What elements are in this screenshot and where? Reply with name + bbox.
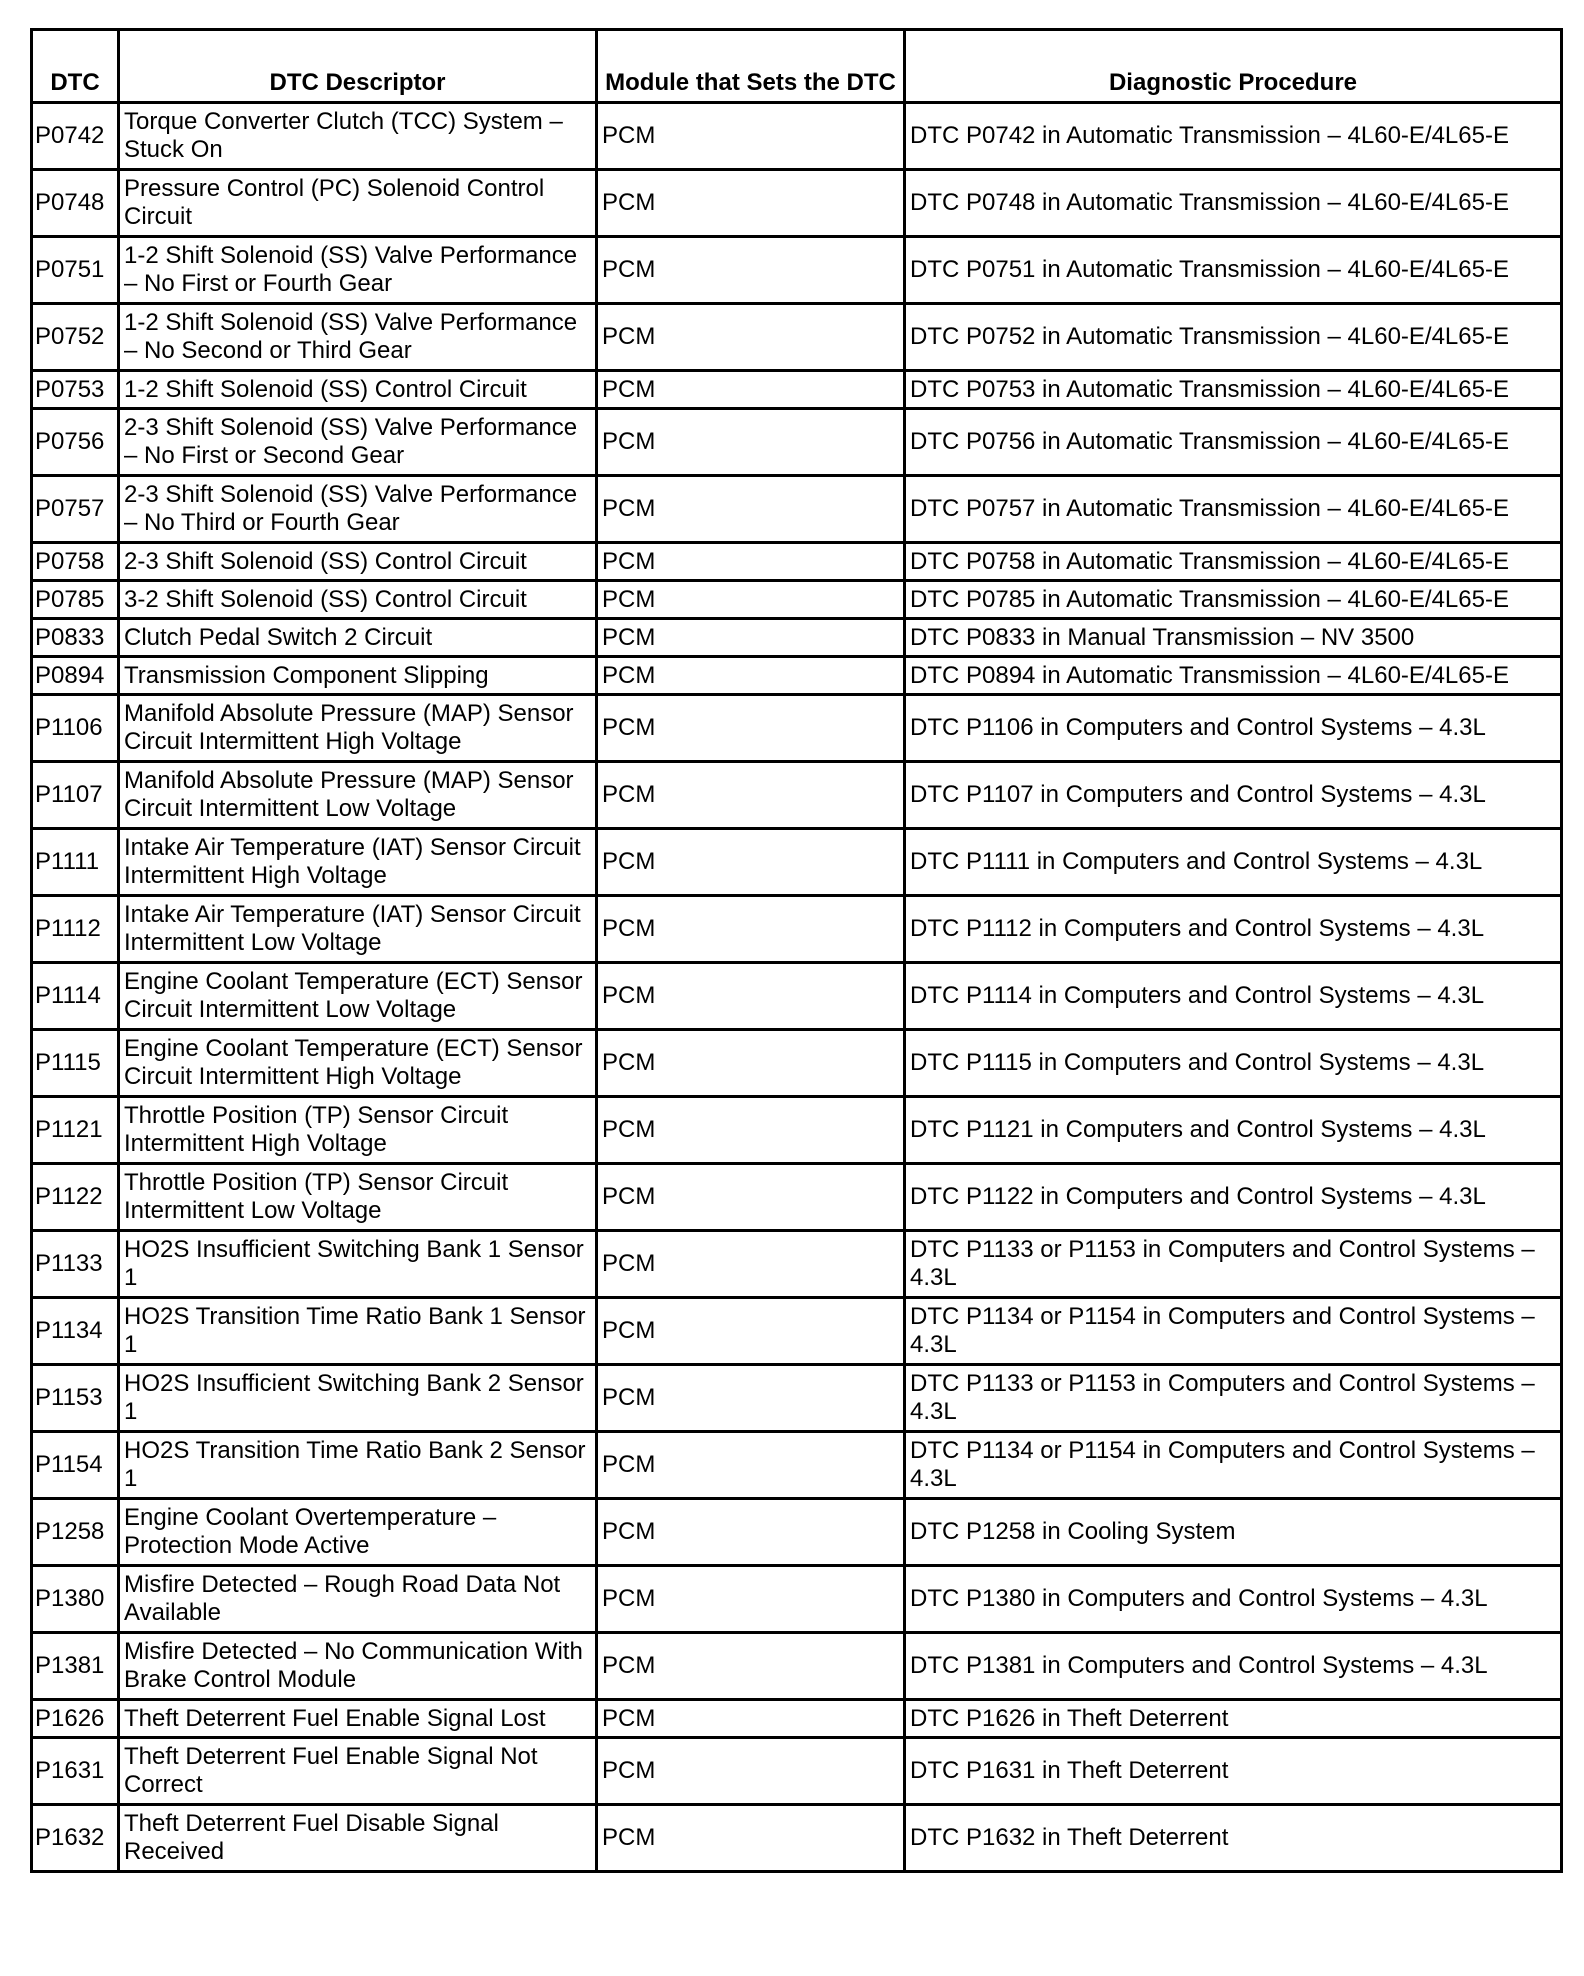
cell-dtc-code: P1626	[32, 1700, 119, 1738]
cell-dtc-code: P1381	[32, 1633, 119, 1700]
cell-module: PCM	[597, 103, 905, 170]
table-row	[32, 1633, 1562, 1700]
cell-module: PCM	[597, 543, 905, 581]
cell-diagnostic-procedure: DTC P0742 in Automatic Transmission – 4L60-E/4L65-E	[905, 103, 1562, 170]
cell-diagnostic-procedure: DTC P0757 in Automatic Transmission – 4L60-E/4L65-E	[905, 476, 1562, 543]
table-row	[32, 581, 1562, 619]
cell-dtc-descriptor: Intake Air Temperature (IAT) Sensor Circuit Intermittent Low Voltage	[119, 896, 597, 963]
cell-module: PCM	[597, 409, 905, 476]
cell-diagnostic-procedure: DTC P1107 in Computers and Control Systems – 4.3L	[905, 762, 1562, 829]
cell-dtc-descriptor: Intake Air Temperature (IAT) Sensor Circuit Intermittent High Voltage	[119, 829, 597, 896]
table-row	[32, 543, 1562, 581]
table-row	[32, 1365, 1562, 1432]
cell-dtc-descriptor: Engine Coolant Temperature (ECT) Sensor Circuit Intermittent High Voltage	[119, 1030, 597, 1097]
table-row	[32, 170, 1562, 237]
header-module: Module that Sets the DTC	[597, 30, 905, 103]
cell-dtc-descriptor: Pressure Control (PC) Solenoid Control Circuit	[119, 170, 597, 237]
cell-dtc-code: P1134	[32, 1298, 119, 1365]
table-row	[32, 1499, 1562, 1566]
cell-dtc-code: P0752	[32, 304, 119, 371]
table-row	[32, 896, 1562, 963]
cell-dtc-descriptor: Clutch Pedal Switch 2 Circuit	[119, 619, 597, 657]
cell-module: PCM	[597, 963, 905, 1030]
cell-dtc-code: P0751	[32, 237, 119, 304]
table-row	[32, 1231, 1562, 1298]
cell-dtc-code: P1114	[32, 963, 119, 1030]
cell-module: PCM	[597, 1097, 905, 1164]
cell-diagnostic-procedure: DTC P1111 in Computers and Control Systems – 4.3L	[905, 829, 1562, 896]
cell-module: PCM	[597, 896, 905, 963]
cell-module: PCM	[597, 1365, 905, 1432]
cell-module: PCM	[597, 1499, 905, 1566]
cell-diagnostic-procedure: DTC P1381 in Computers and Control Systems – 4.3L	[905, 1633, 1562, 1700]
cell-dtc-code: P0758	[32, 543, 119, 581]
cell-diagnostic-procedure: DTC P1134 or P1154 in Computers and Control Systems – 4.3L	[905, 1298, 1562, 1365]
cell-module: PCM	[597, 695, 905, 762]
cell-dtc-descriptor: Throttle Position (TP) Sensor Circuit Intermittent Low Voltage	[119, 1164, 597, 1231]
cell-dtc-descriptor: Theft Deterrent Fuel Enable Signal Not Correct	[119, 1738, 597, 1805]
table-row	[32, 963, 1562, 1030]
cell-dtc-descriptor: 2-3 Shift Solenoid (SS) Valve Performance – No First or Second Gear	[119, 409, 597, 476]
cell-dtc-code: P1115	[32, 1030, 119, 1097]
table-row	[32, 657, 1562, 695]
cell-diagnostic-procedure: DTC P1133 or P1153 in Computers and Control Systems – 4.3L	[905, 1365, 1562, 1432]
cell-module: PCM	[597, 1164, 905, 1231]
cell-dtc-code: P1121	[32, 1097, 119, 1164]
table-row	[32, 371, 1562, 409]
cell-dtc-code: P1631	[32, 1738, 119, 1805]
cell-module: PCM	[597, 170, 905, 237]
cell-module: PCM	[597, 1231, 905, 1298]
cell-dtc-code: P1153	[32, 1365, 119, 1432]
table-row	[32, 476, 1562, 543]
cell-diagnostic-procedure: DTC P0785 in Automatic Transmission – 4L60-E/4L65-E	[905, 581, 1562, 619]
cell-dtc-code: P1112	[32, 896, 119, 963]
cell-module: PCM	[597, 829, 905, 896]
cell-dtc-descriptor: 2-3 Shift Solenoid (SS) Valve Performance – No Third or Fourth Gear	[119, 476, 597, 543]
cell-dtc-descriptor: Torque Converter Clutch (TCC) System – Stuck On	[119, 103, 597, 170]
cell-dtc-descriptor: 1-2 Shift Solenoid (SS) Control Circuit	[119, 371, 597, 409]
cell-diagnostic-procedure: DTC P1134 or P1154 in Computers and Control Systems – 4.3L	[905, 1432, 1562, 1499]
cell-dtc-code: P0833	[32, 619, 119, 657]
cell-diagnostic-procedure: DTC P1106 in Computers and Control Systems – 4.3L	[905, 695, 1562, 762]
cell-dtc-code: P1106	[32, 695, 119, 762]
table-row	[32, 1738, 1562, 1805]
cell-dtc-descriptor: Engine Coolant Overtemperature – Protection Mode Active	[119, 1499, 597, 1566]
cell-module: PCM	[597, 657, 905, 695]
table-row	[32, 1805, 1562, 1872]
cell-dtc-descriptor: HO2S Transition Time Ratio Bank 2 Sensor 1	[119, 1432, 597, 1499]
cell-dtc-descriptor: Misfire Detected – No Communication With Brake Control Module	[119, 1633, 597, 1700]
cell-module: PCM	[597, 1566, 905, 1633]
cell-diagnostic-procedure: DTC P1115 in Computers and Control Systems – 4.3L	[905, 1030, 1562, 1097]
cell-module: PCM	[597, 1432, 905, 1499]
table-row	[32, 695, 1562, 762]
cell-module: PCM	[597, 1633, 905, 1700]
cell-dtc-code: P0756	[32, 409, 119, 476]
table-row	[32, 1164, 1562, 1231]
cell-diagnostic-procedure: DTC P0758 in Automatic Transmission – 4L60-E/4L65-E	[905, 543, 1562, 581]
table-row	[32, 1432, 1562, 1499]
cell-diagnostic-procedure: DTC P1380 in Computers and Control Systems – 4.3L	[905, 1566, 1562, 1633]
cell-dtc-code: P0785	[32, 581, 119, 619]
cell-dtc-code: P0894	[32, 657, 119, 695]
cell-module: PCM	[597, 1298, 905, 1365]
cell-module: PCM	[597, 476, 905, 543]
cell-dtc-code: P0742	[32, 103, 119, 170]
cell-module: PCM	[597, 1700, 905, 1738]
cell-diagnostic-procedure: DTC P1258 in Cooling System	[905, 1499, 1562, 1566]
cell-diagnostic-procedure: DTC P1122 in Computers and Control Systems – 4.3L	[905, 1164, 1562, 1231]
cell-dtc-descriptor: HO2S Insufficient Switching Bank 2 Sensor 1	[119, 1365, 597, 1432]
cell-dtc-descriptor: 3-2 Shift Solenoid (SS) Control Circuit	[119, 581, 597, 619]
table-row	[32, 829, 1562, 896]
cell-dtc-code: P0757	[32, 476, 119, 543]
cell-diagnostic-procedure: DTC P1114 in Computers and Control Systems – 4.3L	[905, 963, 1562, 1030]
cell-dtc-code: P0748	[32, 170, 119, 237]
cell-dtc-code: P1154	[32, 1432, 119, 1499]
cell-diagnostic-procedure: DTC P0756 in Automatic Transmission – 4L60-E/4L65-E	[905, 409, 1562, 476]
cell-dtc-descriptor: Manifold Absolute Pressure (MAP) Sensor Circuit Intermittent High Voltage	[119, 695, 597, 762]
table-row	[32, 1700, 1562, 1738]
cell-dtc-descriptor: Misfire Detected – Rough Road Data Not Available	[119, 1566, 597, 1633]
cell-diagnostic-procedure: DTC P0748 in Automatic Transmission – 4L60-E/4L65-E	[905, 170, 1562, 237]
cell-module: PCM	[597, 1030, 905, 1097]
cell-diagnostic-procedure: DTC P0751 in Automatic Transmission – 4L60-E/4L65-E	[905, 237, 1562, 304]
header-diagnostic-procedure: Diagnostic Procedure	[905, 30, 1562, 103]
cell-diagnostic-procedure: DTC P1133 or P1153 in Computers and Control Systems – 4.3L	[905, 1231, 1562, 1298]
cell-dtc-descriptor: 1-2 Shift Solenoid (SS) Valve Performance – No First or Fourth Gear	[119, 237, 597, 304]
cell-diagnostic-procedure: DTC P0894 in Automatic Transmission – 4L60-E/4L65-E	[905, 657, 1562, 695]
cell-dtc-code: P1380	[32, 1566, 119, 1633]
cell-dtc-descriptor: Transmission Component Slipping	[119, 657, 597, 695]
table-row	[32, 762, 1562, 829]
cell-module: PCM	[597, 304, 905, 371]
table-header-row	[32, 30, 1562, 103]
cell-dtc-descriptor: Theft Deterrent Fuel Enable Signal Lost	[119, 1700, 597, 1738]
cell-dtc-code: P1258	[32, 1499, 119, 1566]
table-row	[32, 1097, 1562, 1164]
cell-diagnostic-procedure: DTC P0753 in Automatic Transmission – 4L60-E/4L65-E	[905, 371, 1562, 409]
header-dtc-descriptor: DTC Descriptor	[119, 30, 597, 103]
table-row	[32, 409, 1562, 476]
cell-diagnostic-procedure: DTC P1121 in Computers and Control Systems – 4.3L	[905, 1097, 1562, 1164]
cell-module: PCM	[597, 1805, 905, 1872]
cell-dtc-descriptor: Manifold Absolute Pressure (MAP) Sensor Circuit Intermittent Low Voltage	[119, 762, 597, 829]
cell-dtc-descriptor: Engine Coolant Temperature (ECT) Sensor Circuit Intermittent Low Voltage	[119, 963, 597, 1030]
table-body	[32, 103, 1562, 1872]
cell-dtc-code: P1107	[32, 762, 119, 829]
cell-diagnostic-procedure: DTC P1632 in Theft Deterrent	[905, 1805, 1562, 1872]
cell-diagnostic-procedure: DTC P1631 in Theft Deterrent	[905, 1738, 1562, 1805]
cell-module: PCM	[597, 1738, 905, 1805]
cell-module: PCM	[597, 371, 905, 409]
cell-diagnostic-procedure: DTC P1112 in Computers and Control Systems – 4.3L	[905, 896, 1562, 963]
cell-dtc-code: P1632	[32, 1805, 119, 1872]
cell-dtc-code: P1133	[32, 1231, 119, 1298]
cell-dtc-descriptor: HO2S Transition Time Ratio Bank 1 Sensor 1	[119, 1298, 597, 1365]
header-dtc: DTC	[32, 30, 119, 103]
cell-module: PCM	[597, 581, 905, 619]
cell-module: PCM	[597, 619, 905, 657]
cell-dtc-descriptor: HO2S Insufficient Switching Bank 1 Sensor 1	[119, 1231, 597, 1298]
cell-dtc-descriptor: Theft Deterrent Fuel Disable Signal Received	[119, 1805, 597, 1872]
cell-dtc-code: P0753	[32, 371, 119, 409]
cell-diagnostic-procedure: DTC P1626 in Theft Deterrent	[905, 1700, 1562, 1738]
dtc-table	[30, 28, 1563, 1873]
table-row	[32, 103, 1562, 170]
cell-dtc-code: P1111	[32, 829, 119, 896]
table-row	[32, 1298, 1562, 1365]
table-row	[32, 1566, 1562, 1633]
cell-dtc-descriptor: Throttle Position (TP) Sensor Circuit Intermittent High Voltage	[119, 1097, 597, 1164]
cell-dtc-descriptor: 2-3 Shift Solenoid (SS) Control Circuit	[119, 543, 597, 581]
cell-module: PCM	[597, 237, 905, 304]
cell-dtc-descriptor: 1-2 Shift Solenoid (SS) Valve Performance – No Second or Third Gear	[119, 304, 597, 371]
cell-diagnostic-procedure: DTC P0833 in Manual Transmission – NV 3500	[905, 619, 1562, 657]
table-row	[32, 619, 1562, 657]
cell-dtc-code: P1122	[32, 1164, 119, 1231]
table-row	[32, 237, 1562, 304]
cell-diagnostic-procedure: DTC P0752 in Automatic Transmission – 4L60-E/4L65-E	[905, 304, 1562, 371]
table-row	[32, 1030, 1562, 1097]
cell-module: PCM	[597, 762, 905, 829]
table-row	[32, 304, 1562, 371]
